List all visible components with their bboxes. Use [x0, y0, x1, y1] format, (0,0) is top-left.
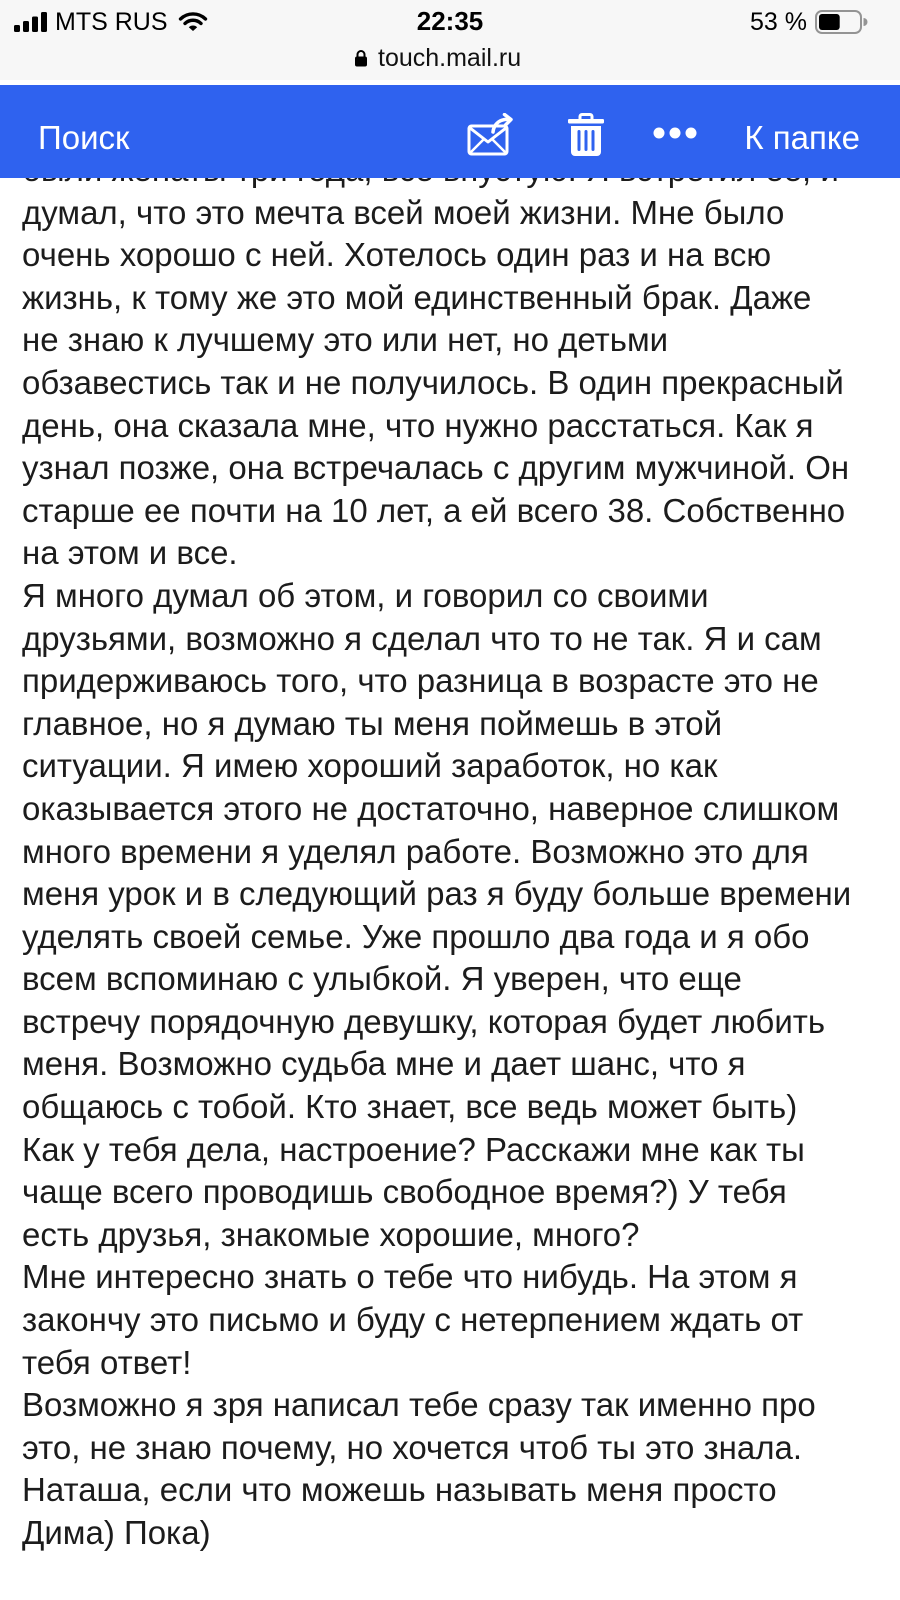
address-bar[interactable] — [354, 43, 521, 73]
message-line: друзьями, возможно я сделал что то не так. Я и сам — [22, 619, 822, 657]
message-line: узнал позже, она встречалась с другим мужчиной. Он — [22, 449, 850, 487]
url-text: touch.mail.ru — [378, 44, 522, 72]
message-line: Дима) Пока) — [22, 1514, 211, 1551]
ios-status-bar — [0, 0, 900, 80]
back-to-folder-button[interactable]: К папке — [744, 119, 860, 156]
message-line: оказывается этого не достаточно, наверное слишком — [22, 789, 840, 827]
battery-level-fill — [819, 14, 840, 30]
message-line: думал, что это мечта всей моей жизни. Мне было — [22, 193, 785, 231]
message-line: обзавестись так и не получилось. В один прекрасный — [22, 363, 844, 401]
message-line: очень хорошо с ней. Хотелось один раз и на всю — [22, 236, 772, 274]
message-line: чаще всего проводишь свободное время?) У тебя — [22, 1173, 787, 1211]
envelope-arrow-icon — [466, 113, 516, 157]
search-button[interactable]: Поиск — [38, 119, 130, 156]
message-body — [22, 149, 851, 1555]
delete-button[interactable] — [567, 113, 605, 157]
message-line: это, не знаю почему, но хочется чтоб ты это знала. — [22, 1428, 803, 1466]
message-line: Как у тебя дела, настроение? Расскажи мне как ты — [22, 1130, 805, 1168]
message-line: уделять своей семье. Уже прошло два года и я обо — [22, 917, 810, 955]
message-line: не знаю к лучшему это или нет, но детьми — [22, 321, 669, 359]
message-line: главное, но я думаю ты меня поймешь в этой — [22, 704, 723, 742]
message-line: много времени я уделял работе. Возможно это для — [22, 832, 809, 870]
message-line: есть друзья, знакомые хорошие, много? — [22, 1215, 640, 1253]
carrier-name: MTS RUS — [55, 8, 168, 36]
wifi-icon — [178, 10, 208, 32]
message-line: тебя ответ! — [22, 1343, 192, 1381]
signal-bars-icon — [14, 12, 48, 32]
message-line: Мне интересно знать о тебе что нибудь. На этом я — [22, 1258, 798, 1296]
trash-icon — [567, 113, 605, 157]
message-line: Я много думал об этом, и говорил со своими — [22, 576, 709, 614]
message-line: на этом и все. — [22, 534, 238, 572]
mark-unread-button[interactable] — [466, 113, 516, 157]
message-line: меня. Возможно судьба мне и дает шанс, что я — [22, 1045, 746, 1083]
message-line: Возможно я зря написал тебе сразу так именно про — [22, 1386, 816, 1424]
message-line: общаюсь с тобой. Кто знает, все ведь может быть) — [22, 1088, 798, 1126]
clock: 22:35 — [416, 6, 484, 36]
message-line: Наташа, если что можешь называть меня просто — [22, 1471, 777, 1509]
more-button[interactable] — [653, 126, 697, 140]
message-line: жизнь, к тому же это мой единственный брак. Даже — [22, 278, 812, 316]
mail-toolbar — [0, 85, 900, 178]
lock-icon — [354, 49, 368, 67]
message-line: встречу порядочную девушку, которая будет любить — [22, 1002, 826, 1040]
message-line: всем вспоминаю с улыбкой. Я уверен, что еще — [22, 960, 742, 998]
message-line: ситуации. Я имею хороший заработок, но как — [22, 747, 718, 785]
battery-percent: 53 % — [750, 8, 807, 36]
message-line: придерживаюсь того, что разница в возрасте это не — [22, 662, 819, 700]
more-icon — [653, 126, 697, 140]
battery-icon — [815, 10, 869, 34]
message-line: день, она сказала мне, что нужно расстаться. Как я — [22, 406, 814, 444]
message-line: старше ее почти на 10 лет, а ей всего 38. Собственно — [22, 491, 846, 529]
message-line: меня урок и в следующий раз я буду больше времени — [22, 875, 852, 913]
message-line: закончу это письмо и буду с нетерпением ждать от — [22, 1301, 804, 1339]
